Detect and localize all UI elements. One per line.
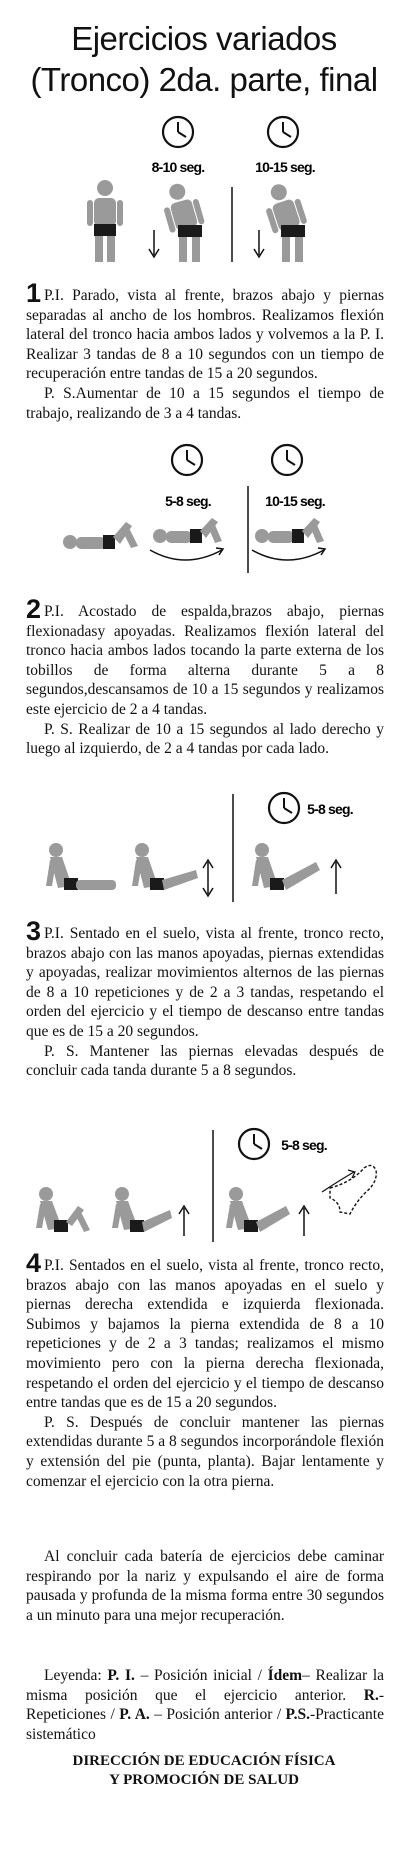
time-label: 5-8 seg.	[307, 801, 353, 817]
footer-line-1: DIRECCIÓN DE EDUCACIÓN FÍSICA	[72, 1753, 336, 1769]
clock-icon	[268, 117, 298, 147]
lateral-reach-figure	[150, 518, 223, 560]
legend-value: -Practicante sistemático	[26, 1706, 384, 1743]
exercise-progression: P. S. Después de concluir mantener las piernas extendidas durante 5 a 8 segundos incorporándole flexión y extensión del pie (punta, planta). Bajar lentamente y comenzar el ejercicio con la otra pierna.	[26, 1413, 384, 1490]
title-line-1: Ejercicios variados	[71, 20, 337, 57]
illustration-exercise-1	[0, 112, 408, 267]
exercise-progression: P. S. Mantener las piernas elevadas después de concluir cada tanda durante 5 a 8 segundos.	[26, 1042, 384, 1080]
time-label: 5-8 seg.	[281, 1137, 327, 1153]
title-line-2: (Tronco) 2da. parte, final	[30, 61, 378, 98]
seated-figure	[36, 1187, 90, 1232]
seated-figure	[112, 1187, 172, 1232]
exercise-description: P.I. Sentado en el suelo, vista al frente, tronco recto, brazos abajo con las manos apoyadas, piernas extendidas y apoyadas, realizar movimientos alternos de las piernas de 8 a 10 repeticiones y de 2 a 3 tandas, respetando el orden del ejercicio y el tiempo de descanso entre tandas que es de 15 a 20 segundos.	[26, 925, 384, 1040]
illustration-exercise-2	[0, 438, 408, 588]
exercise-description: P.I. Sentados en el suelo, vista al frente, tronco recto, brazos abajo con las manos apoyadas en el suelo y piernas derecha extendida e izquierda flexionada. Subimos y bajamos la pierna extendida de 8 a 10 repeticiones y de 2 a 3 tandas; realizamos el mismo movimiento pero con la pierna derecha flexionada, respetando el orden del ejercicio y el tiempo de descanso entre tandas que es de 15 a 20 segundos.	[26, 1257, 384, 1412]
seated-figure	[132, 843, 198, 890]
time-label: 10-15 seg.	[255, 159, 315, 175]
closing-note	[26, 1547, 384, 1625]
exercise-4	[26, 1248, 384, 1491]
exercise-3	[26, 916, 384, 1081]
time-label: 8-10 seg.	[151, 159, 205, 175]
seated-figure	[46, 843, 116, 890]
legend-key: Ídem	[267, 1667, 303, 1684]
lateral-reach-figure	[252, 518, 325, 560]
footer-line-2: Y PROMOCIÓN DE SALUD	[109, 1772, 299, 1788]
legend-value: – Posición inicial /	[134, 1667, 268, 1684]
standing-figure	[87, 180, 123, 262]
page-title	[0, 18, 408, 100]
exercise-progression: P. S.Aumentar de 10 a 15 segundos el tiempo de trabajo, realizando de 3 a 4 tandas.	[26, 384, 384, 422]
clock-icon	[163, 117, 193, 147]
seated-figure	[252, 843, 320, 890]
footer-credit	[0, 1752, 408, 1790]
closing-text: Al concluir cada batería de ejercicios debe caminar respirando por la nariz y expulsando el aire de forma pausada y profunda de la misma forma entre 30 segundos a un minuto para una mejor recuperación.	[26, 1548, 384, 1624]
legend-key: R.	[363, 1686, 379, 1704]
illustration-exercise-4	[0, 1122, 408, 1250]
lying-figure	[63, 522, 138, 549]
legend-value: - Repeticiones /	[26, 1686, 384, 1724]
time-label: 10-15 seg.	[265, 493, 325, 509]
exercise-number: 4	[26, 1248, 42, 1278]
legend-key: P. A.	[119, 1706, 150, 1724]
legend	[26, 1666, 384, 1744]
exercise-progression: P. S. Realizar de 10 a 15 segundos al lado derecho y luego al izquierdo, de 2 a 4 tandas por cada lado.	[26, 720, 384, 758]
exercise-number: 2	[26, 594, 42, 624]
exercise-number: 3	[26, 916, 42, 946]
clock-icon	[269, 793, 299, 823]
legend-value: – Posición anterior /	[149, 1706, 286, 1724]
legend-key: P. I.	[107, 1667, 135, 1684]
clock-icon	[172, 445, 202, 475]
illustration-exercise-3	[0, 790, 408, 910]
exercise-1	[26, 278, 384, 423]
legend-value: – Realizar la misma posición que el ejercicio anterior.	[26, 1667, 385, 1704]
clock-icon	[272, 445, 302, 475]
time-label: 5-8 seg.	[165, 493, 211, 509]
foot-icon	[322, 1165, 376, 1214]
exercise-description: P.I. Acostado de espalda,brazos abajo, piernas flexionadasy apoyadas. Realizamos flexión lateral del tronco hacia ambos lados tocando la parte externa de los tobillos de forma alterna durante 5 a 8 segundos,descansamos de 10 a 15 segundos y realizamos este ejercicio de 2 a 4 tandas.	[26, 603, 384, 718]
legend-label: Leyenda:	[44, 1667, 102, 1684]
clock-icon	[239, 1129, 269, 1159]
exercise-number: 1	[26, 278, 42, 308]
exercise-description: P.I. Parado, vista al frente, brazos abajo y piernas separadas al ancho de los hombros. Realizamos flexión lateral del tronco hacia ambos lados y volvemos a la P. I. Realizar 3 tandas de 8 a 10 segundos con un tiempo de recuperación entre tandas de 15 a 20 segundos.	[26, 287, 384, 383]
seated-figure	[226, 1187, 290, 1232]
legend-key: P.S.	[285, 1706, 310, 1724]
exercise-2	[26, 594, 384, 759]
